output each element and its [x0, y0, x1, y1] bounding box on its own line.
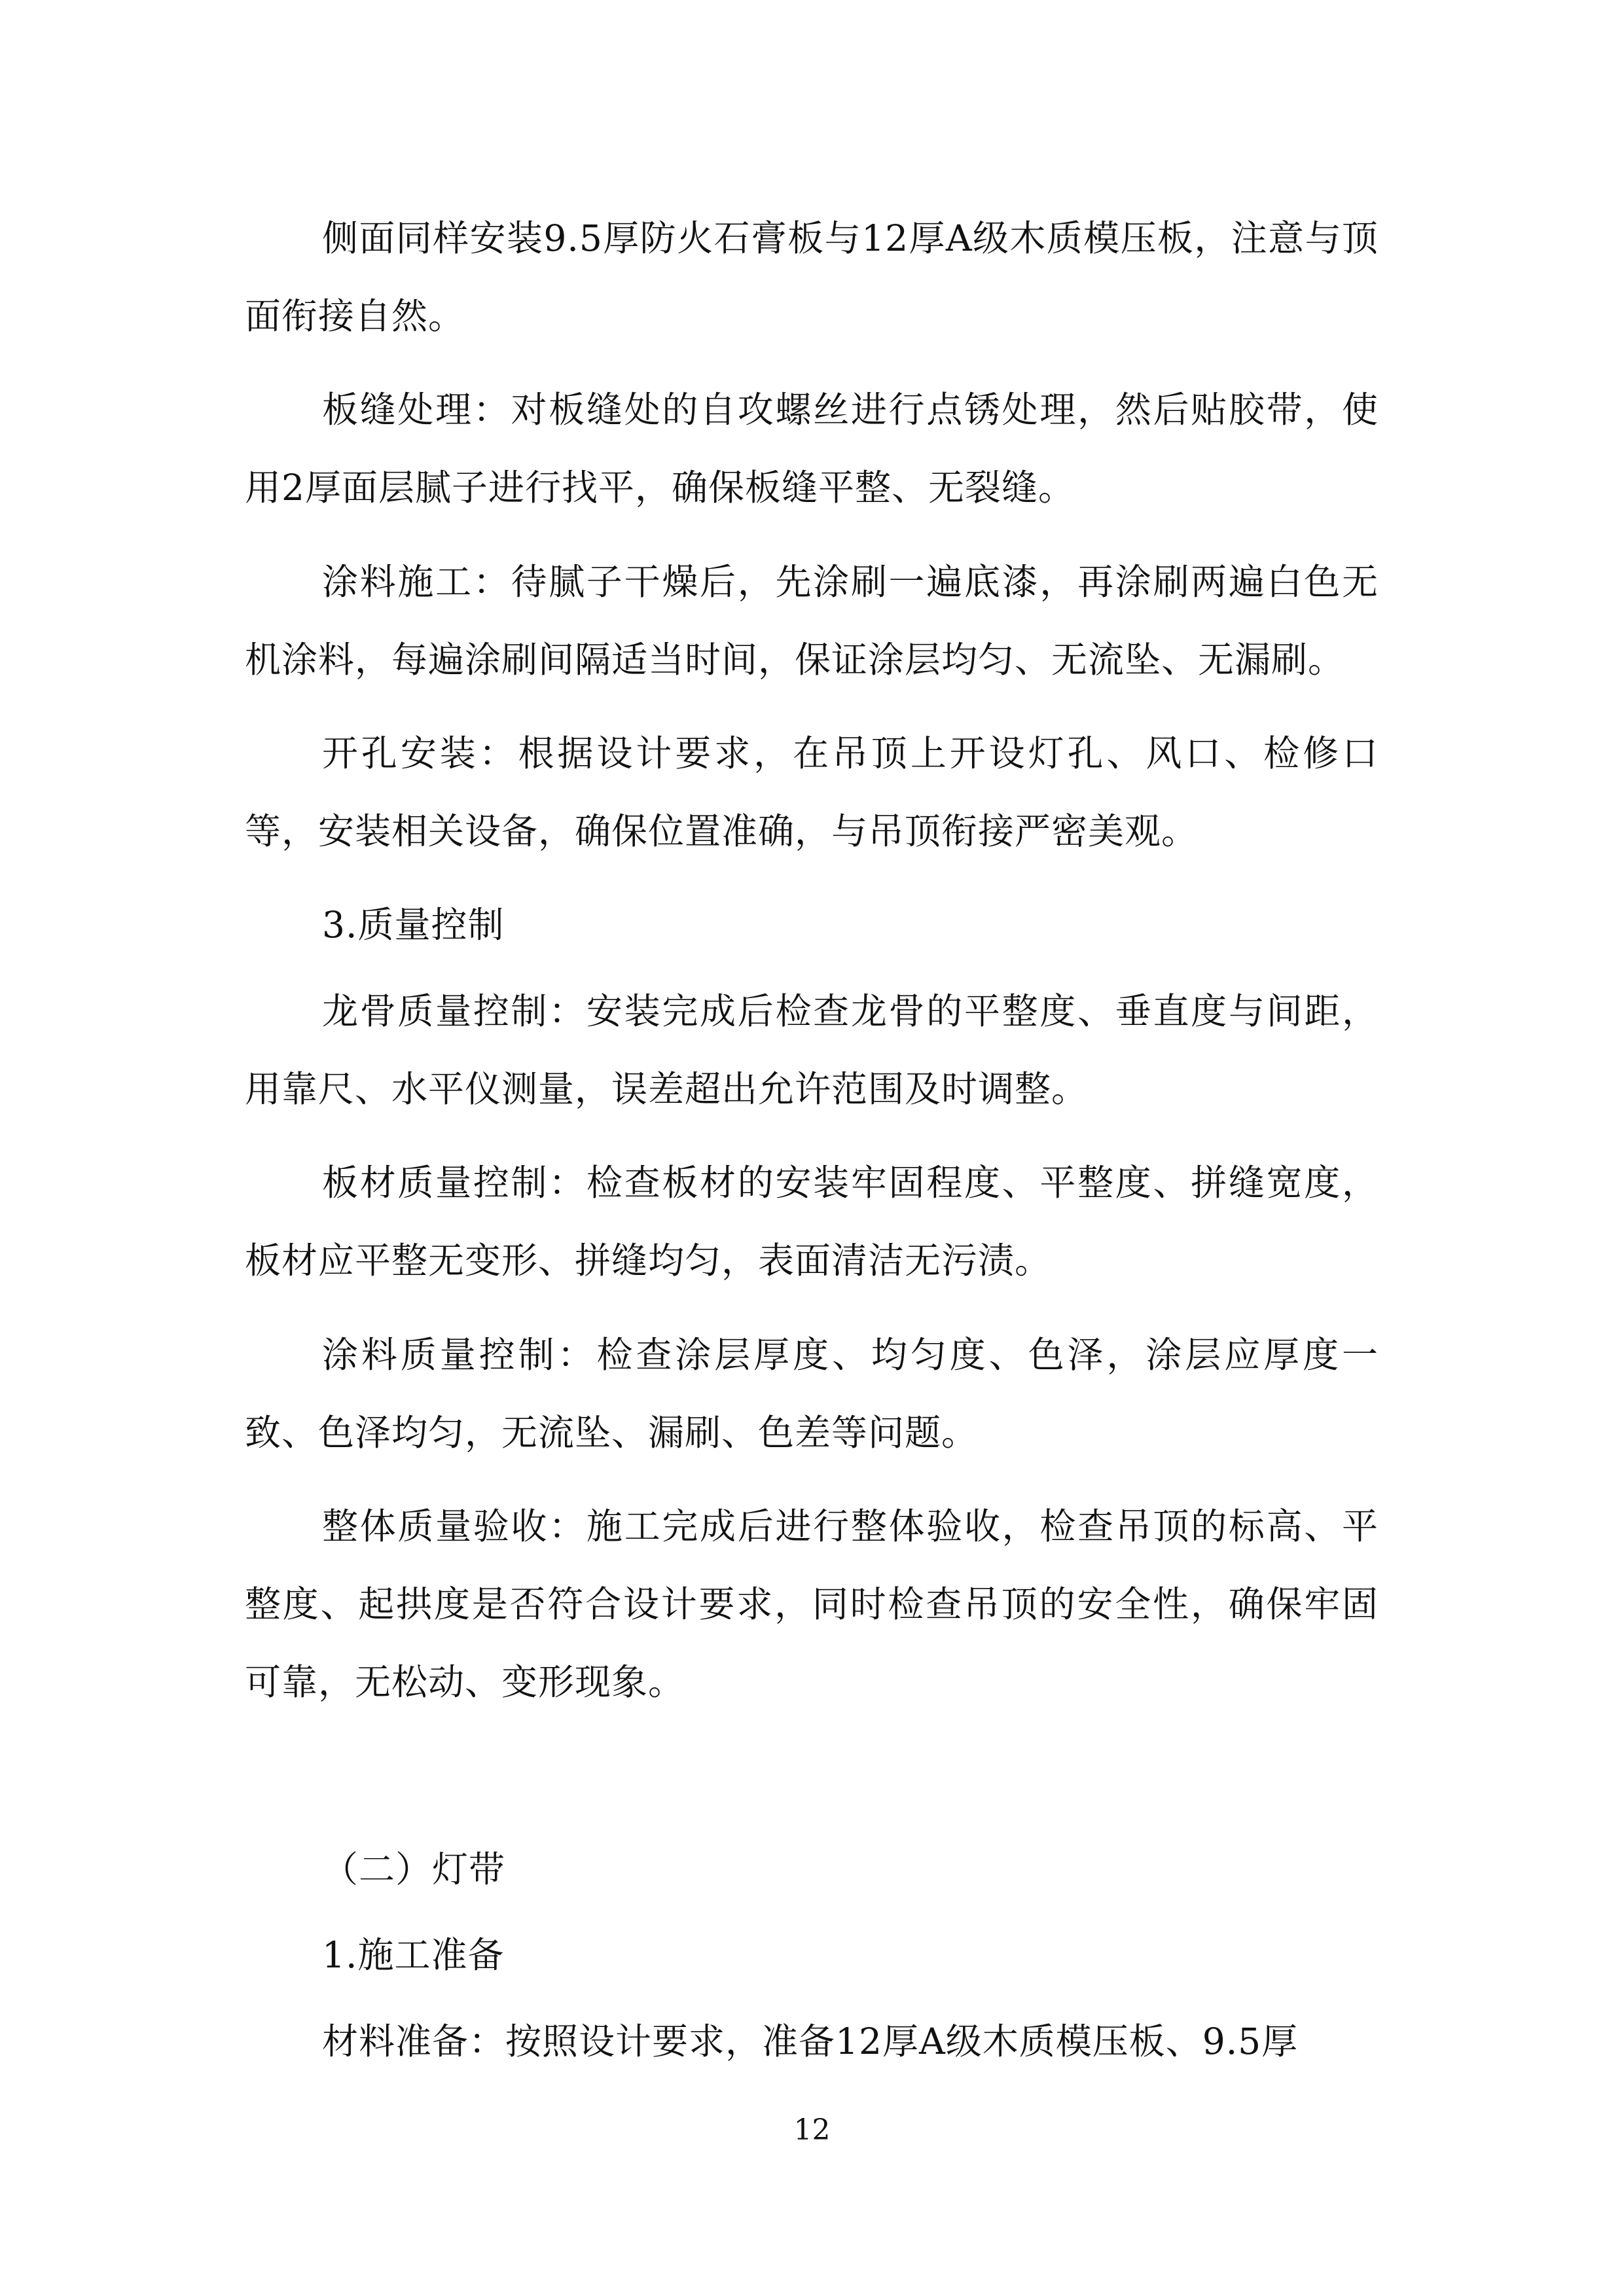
paragraph-coating-quality: 涂料质量控制：检查涂层厚度、均匀度、色泽，涂层应厚度一致、色泽均匀，无流坠、漏刷、色差等问题。: [245, 1334, 1379, 1454]
heading-construction-preparation: 1.施工准备: [322, 1934, 505, 1976]
paragraph-overall-acceptance: 整体质量验收：施工完成后进行整体验收，检查吊顶的标高、平整度、起拱度是否符合设计要求，同时检查吊顶的安全性，确保牢固可靠，无松动、变形现象。: [245, 1505, 1379, 1703]
paragraph-opening-installation: 开孔安装：根据设计要求，在吊顶上开设灯孔、风口、检修口等，安装相关设备，确保位置准确，与吊顶衔接严密美观。: [245, 732, 1379, 852]
paragraph-seam-treatment: 板缝处理：对板缝处的自攻螺丝进行点锈处理，然后贴胶带，使用2厚面层腻子进行找平，确保板缝平整、无裂缝。: [245, 389, 1379, 509]
paragraph-board-quality: 板材质量控制：检查板材的安装牢固程度、平整度、拼缝宽度，板材应平整无变形、拼缝均匀，表面清洁无污渍。: [245, 1162, 1379, 1282]
paragraph-material-preparation: 材料准备：按照设计要求，准备12厚A级木质模压板、9.5厚: [322, 2020, 1299, 2062]
page-number: 12: [793, 2113, 831, 2147]
heading-quality-control: 3.质量控制: [322, 904, 505, 946]
paragraph-coating-application: 涂料施工：待腻子干燥后，先涂刷一遍底漆，再涂刷两遍白色无机涂料，每遍涂刷间隔适当时间，保证涂层均匀、无流坠、无漏刷。: [245, 561, 1379, 681]
heading-light-strip: （二）灯带: [322, 1848, 506, 1890]
paragraph-side-installation: 侧面同样安装9.5厚防火石膏板与12厚A级木质模压板，注意与顶面衔接自然。: [245, 217, 1379, 337]
paragraph-keel-quality: 龙骨质量控制：安装完成后检查龙骨的平整度、垂直度与间距，用靠尺、水平仪测量，误差超出允许范围及时调整。: [245, 990, 1379, 1110]
